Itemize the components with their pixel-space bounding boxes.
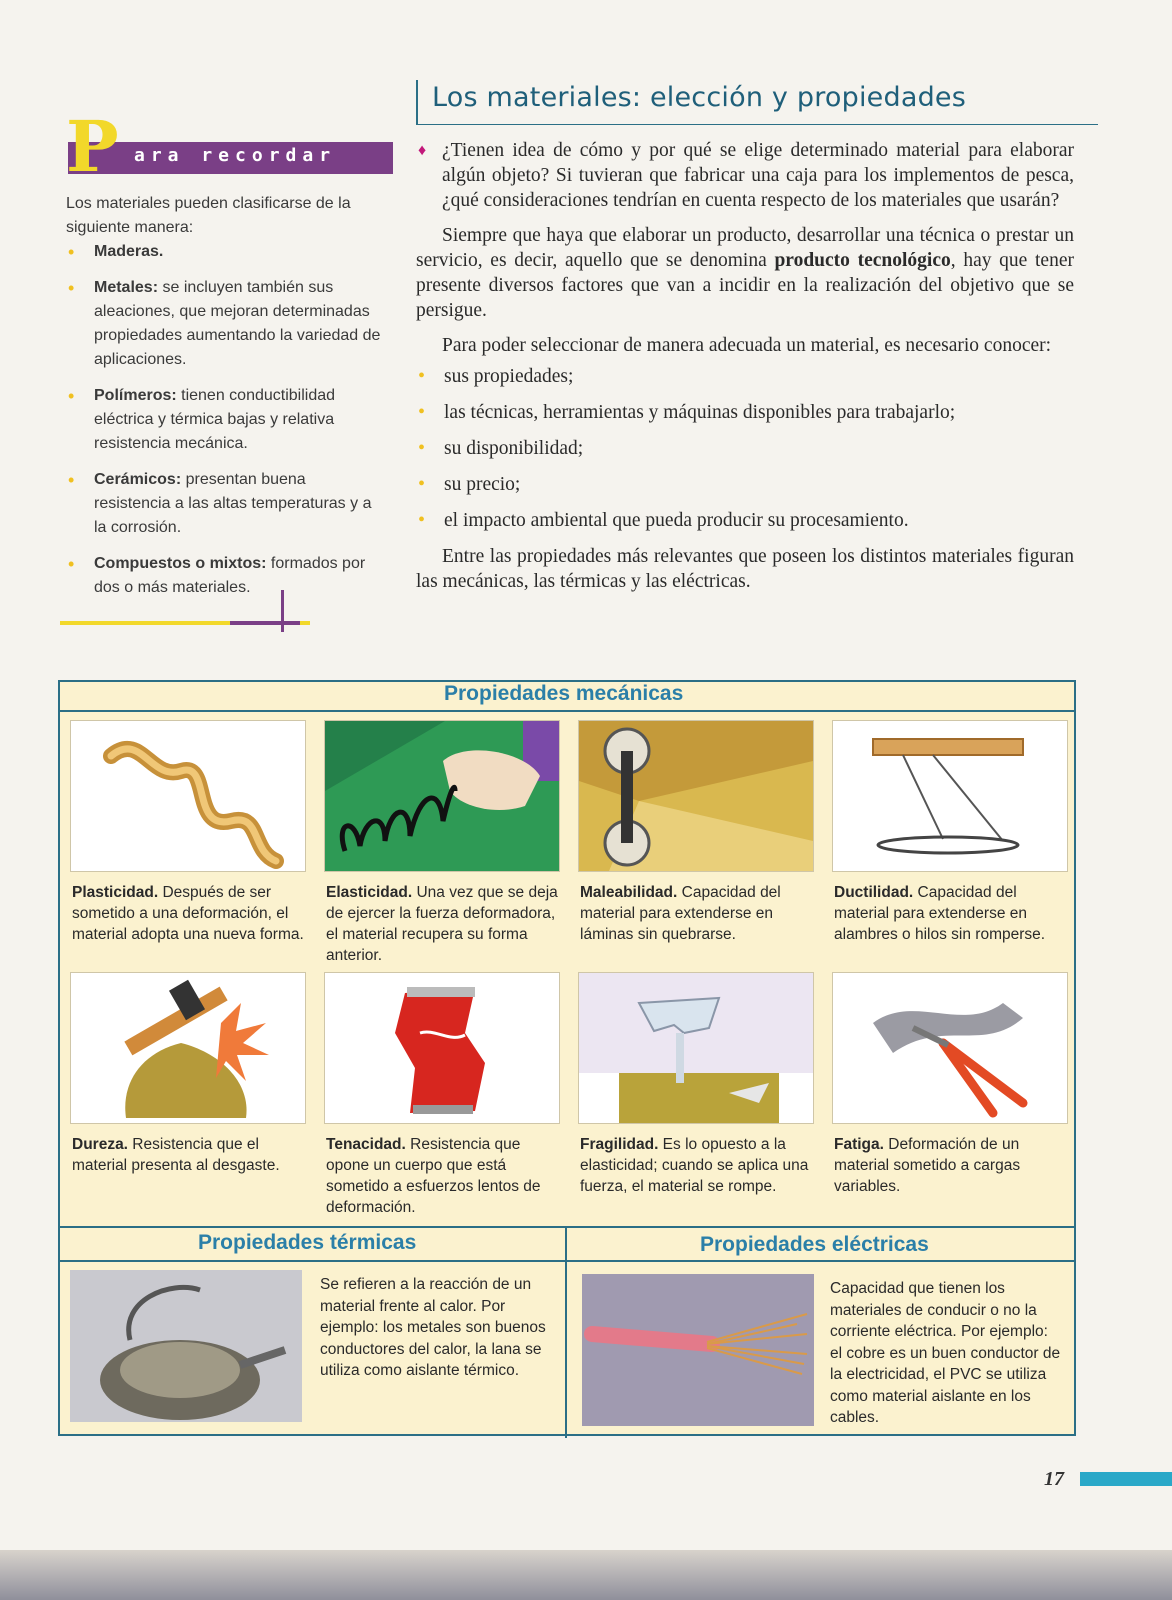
- mecanicas-header: [60, 682, 1074, 712]
- scan-edge-shadow: [0, 1550, 1172, 1600]
- mecanicas-title: Propiedades mecánicas: [444, 682, 684, 705]
- fatiga-image: [832, 972, 1068, 1124]
- ductilidad-image: [832, 720, 1068, 872]
- fatiga-caption: Fatiga. Deformación de un material sometido a cargas variables.: [834, 1136, 1021, 1195]
- para-recordar-tick: [281, 590, 284, 632]
- para-recordar-label: ara recordar: [134, 145, 337, 166]
- material-class-item: • Compuestos o mixtos: formados por dos o más materiales.: [66, 552, 386, 600]
- criteria-item: • su disponibilidad;: [416, 436, 1074, 461]
- plasticidad-caption: Plasticidad. Después de ser sometido a una deformación, el material adopta una nueva forma.: [72, 884, 304, 943]
- page-number-bar: [1080, 1472, 1172, 1486]
- intro-question: ♦ ¿Tienen idea de cómo y por qué se elige determinado material para elaborar algún objeto? Si tuvieran que fabricar una caja para los implementos de pesca, ¿qué consideraciones tendrían en cuenta respecto de los materiales que usarán?: [416, 138, 1074, 213]
- dureza-caption: Dureza. Resistencia que el material presenta al desgaste.: [72, 1136, 280, 1174]
- para-recordar-intro: Los materiales pueden clasificarse de la siguiente manera:: [66, 195, 351, 236]
- column-divider: [565, 1228, 567, 1438]
- criteria-item: • el impacto ambiental que pueda producir su procesamiento.: [416, 508, 1074, 533]
- paragraph-producto-tecnologico: Siempre que haya que elaborar un producto, desarrollar una técnica o prestar un servicio, es decir, aquello que se denomina producto tecnológico, hay que tener presente diversos factores que van a incidir en la realización del objetivo que se persigue.: [416, 225, 1074, 321]
- main-text: [416, 138, 1074, 604]
- para-recordar-initial: P: [66, 105, 119, 188]
- electricas-image: [582, 1274, 814, 1426]
- elasticidad-caption: Elasticidad. Una vez que se deja de ejercer la fuerza deformadora, el material recupera su forma anterior.: [326, 884, 558, 964]
- page-title: Los materiales: elección y propiedades: [432, 82, 966, 113]
- ductilidad-caption: Ductilidad. Capacidad del material para extenderse en alambres o hilos sin romperse.: [834, 884, 1046, 943]
- material-class-item: • Maderas.: [66, 240, 386, 264]
- tenacidad-image: [324, 972, 560, 1124]
- para-recordar-text: [66, 192, 386, 600]
- tenacidad-caption: Tenacidad. Resistencia que opone un cuerpo que está sometido a esfuerzos lentos de deformación.: [326, 1136, 541, 1216]
- paragraph-seleccion: Para poder seleccionar de manera adecuada un material, es necesario conocer:: [442, 335, 1052, 356]
- fragilidad-image: [578, 972, 814, 1124]
- criteria-item: • las técnicas, herramientas y máquinas disponibles para trabajarlo;: [416, 400, 1074, 425]
- electricas-title: Propiedades eléctricas: [700, 1233, 929, 1256]
- maleabilidad-caption: Maleabilidad. Capacidad del material para extenderse en láminas sin quebrarse.: [580, 884, 781, 943]
- fragilidad-caption: Fragilidad. Es lo opuesto a la elasticidad; cuando se aplica una fuerza, el material se rompe.: [580, 1136, 809, 1195]
- plasticidad-image: [70, 720, 306, 872]
- termicas-title: Propiedades térmicas: [198, 1231, 417, 1254]
- termicas-image: [70, 1270, 302, 1422]
- elasticidad-image: [324, 720, 560, 872]
- electricas-text: Capacidad que tienen los materiales de conducir o no la corriente eléctrica. Por ejemplo: el cobre es un buen conductor de la electricidad, el PVC se utiliza como material aislante en los cables.: [830, 1280, 1061, 1426]
- termicas-text: Se refieren a la reacción de un material frente al calor. Por ejemplo: los metales son buenos conductores del calor, la lana se utiliza como aislante térmico.: [320, 1276, 546, 1379]
- para-recordar-underline-accent: [230, 621, 300, 625]
- page-number: 17: [1044, 1468, 1064, 1490]
- dureza-image: [70, 972, 306, 1124]
- bottom-headers: [60, 1228, 1074, 1262]
- material-class-item: • Polímeros: tienen conductibilidad eléctrica y térmica bajas y relativa resistencia mecánica.: [66, 384, 386, 456]
- maleabilidad-image: [578, 720, 814, 872]
- properties-box: [58, 680, 1076, 1436]
- paragraph-propiedades: Entre las propiedades más relevantes que poseen los distintos materiales figuran las mecánicas, las térmicas y las eléctricas.: [416, 546, 1074, 592]
- material-class-item: • Cerámicos: presentan buena resistencia a las altas temperaturas y a la corrosión.: [66, 468, 386, 540]
- material-class-item: • Metales: se incluyen también sus aleaciones, que mejoran determinadas propiedades aumentando la variedad de aplicaciones.: [66, 276, 386, 372]
- title-frame: [416, 80, 1098, 125]
- material-classes-list: [66, 240, 386, 600]
- selection-criteria-list: [416, 364, 1074, 533]
- criteria-item: • su precio;: [416, 472, 1074, 497]
- criteria-item: • sus propiedades;: [416, 364, 1074, 389]
